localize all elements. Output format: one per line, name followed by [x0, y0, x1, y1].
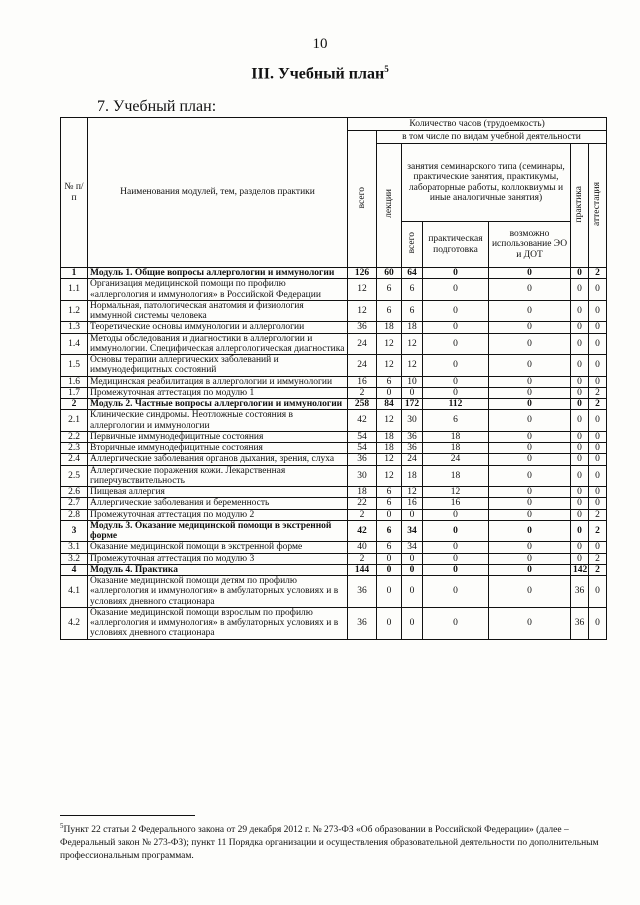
cell-total: 42 — [348, 410, 377, 432]
module-row — [61, 564, 607, 575]
cell-num: 2.4 — [61, 454, 88, 465]
cell-num: 1.1 — [61, 279, 88, 301]
cell-lec: 6 — [377, 279, 402, 301]
cell-eo: 0 — [489, 498, 571, 509]
cell-num: 1.3 — [61, 322, 88, 333]
cell-name: Методы обследования и диагностики в аллергологии и иммунологии. Специфическая аллергологическая диагностика — [88, 333, 348, 355]
table-row — [61, 454, 607, 465]
cell-name: Оказание медицинской помощи детям по профилю «аллергология и иммунология» в амбулаторных условиях и в условиях дневного стационара — [88, 576, 348, 608]
cell-prac: 0 — [571, 376, 589, 387]
table-row — [61, 431, 607, 442]
cell-eo: 0 — [489, 355, 571, 377]
cell-prac: 0 — [571, 542, 589, 553]
cell-lec: 12 — [377, 333, 402, 355]
cell-lec: 6 — [377, 487, 402, 498]
cell-total: 36 — [348, 607, 377, 639]
cell-prac: 0 — [571, 509, 589, 520]
cell-name: Аллергические заболевания и беременность — [88, 498, 348, 509]
cell-prac: 142 — [571, 564, 589, 575]
cell-total: 126 — [348, 268, 377, 279]
cell-num: 1.2 — [61, 300, 88, 322]
cell-eo: 0 — [489, 387, 571, 398]
cell-sem: 0 — [402, 387, 423, 398]
cell-eo: 0 — [489, 431, 571, 442]
cell-sem: 12 — [402, 355, 423, 377]
cell-total: 12 — [348, 279, 377, 301]
cell-eo: 0 — [489, 454, 571, 465]
cell-total: 12 — [348, 300, 377, 322]
cell-name: Пищевая аллергия — [88, 487, 348, 498]
cell-eo: 0 — [489, 268, 571, 279]
cell-num: 3.1 — [61, 542, 88, 553]
cell-num: 2.2 — [61, 431, 88, 442]
cell-att: 2 — [589, 268, 607, 279]
cell-num: 1.7 — [61, 387, 88, 398]
cell-pp: 0 — [423, 322, 489, 333]
cell-sem: 24 — [402, 454, 423, 465]
cell-prac: 0 — [571, 487, 589, 498]
cell-att: 0 — [589, 376, 607, 387]
cell-name: Клинические синдромы. Неотложные состояния в аллергологии и иммунологии — [88, 410, 348, 432]
cell-lec: 0 — [377, 509, 402, 520]
cell-prac: 0 — [571, 322, 589, 333]
cell-sem: 36 — [402, 443, 423, 454]
cell-sem: 0 — [402, 509, 423, 520]
cell-sem: 18 — [402, 322, 423, 333]
cell-eo: 0 — [489, 300, 571, 322]
cell-name: Промежуточная аттестация по модулю 2 — [88, 509, 348, 520]
cell-name: Модуль 3. Оказание медицинской помощи в экстренной форме — [88, 520, 348, 542]
cell-name: Теоретические основы иммунологии и аллергологии — [88, 322, 348, 333]
cell-sem: 172 — [402, 399, 423, 410]
cell-pp: 0 — [423, 520, 489, 542]
cell-eo: 0 — [489, 333, 571, 355]
subtitle: 7. Учебный план: — [97, 98, 217, 115]
module-row — [61, 520, 607, 542]
cell-lec: 0 — [377, 553, 402, 564]
section-title-text: III. Учебный план — [251, 65, 385, 83]
cell-att: 0 — [589, 410, 607, 432]
cell-num: 2.5 — [61, 465, 88, 487]
cell-name: Организация медицинской помощи по профилю «аллергология и иммунология» в Российской Федерации — [88, 279, 348, 301]
cell-prac: 0 — [571, 300, 589, 322]
cell-total: 30 — [348, 465, 377, 487]
cell-pp: 0 — [423, 576, 489, 608]
footnote-divider — [60, 815, 195, 816]
footnote-text: Пункт 22 статьи 2 Федерального закона от 29 декабря 2012 г. № 273-ФЗ «Об образовании в Российской Федерации» (далее – Федеральный закон № 273-ФЗ); пункт 11 Порядка организации и осуществления образовательной деятельности по дополнительным профессиональным программам. — [60, 825, 599, 861]
table-body — [61, 268, 607, 640]
section-footnote-mark: 5 — [384, 64, 389, 74]
cell-prac: 0 — [571, 410, 589, 432]
cell-total: 24 — [348, 333, 377, 355]
cell-att: 0 — [589, 542, 607, 553]
cell-sem: 0 — [402, 576, 423, 608]
cell-prac: 0 — [571, 399, 589, 410]
table-row — [61, 542, 607, 553]
cell-sem: 0 — [402, 564, 423, 575]
header-attestation: аттестация — [592, 181, 603, 226]
cell-name: Оказание медицинской помощи в экстренной форме — [88, 542, 348, 553]
cell-pp: 0 — [423, 542, 489, 553]
module-row — [61, 268, 607, 279]
cell-num: 2.3 — [61, 443, 88, 454]
cell-lec: 84 — [377, 399, 402, 410]
cell-prac: 36 — [571, 607, 589, 639]
cell-sem: 0 — [402, 553, 423, 564]
cell-eo: 0 — [489, 542, 571, 553]
cell-total: 144 — [348, 564, 377, 575]
cell-sem: 64 — [402, 268, 423, 279]
cell-lec: 6 — [377, 376, 402, 387]
table-row — [61, 553, 607, 564]
cell-lec: 0 — [377, 576, 402, 608]
cell-sem: 30 — [402, 410, 423, 432]
cell-eo: 0 — [489, 487, 571, 498]
header-attestation-cell — [589, 144, 607, 268]
cell-prac: 0 — [571, 268, 589, 279]
cell-lec: 6 — [377, 542, 402, 553]
footnote — [60, 822, 612, 863]
cell-eo: 0 — [489, 564, 571, 575]
cell-eo: 0 — [489, 553, 571, 564]
cell-total: 22 — [348, 498, 377, 509]
table-row — [61, 300, 607, 322]
cell-att: 0 — [589, 431, 607, 442]
cell-num: 3.2 — [61, 553, 88, 564]
table-row — [61, 387, 607, 398]
cell-lec: 6 — [377, 498, 402, 509]
cell-lec: 12 — [377, 410, 402, 432]
cell-lec: 18 — [377, 431, 402, 442]
cell-sem: 10 — [402, 376, 423, 387]
cell-total: 36 — [348, 454, 377, 465]
cell-pp: 0 — [423, 564, 489, 575]
table-row — [61, 509, 607, 520]
table-row — [61, 443, 607, 454]
cell-sem: 16 — [402, 498, 423, 509]
cell-name: Первичные иммунодефицитные состояния — [88, 431, 348, 442]
header-num: № п/п — [61, 118, 88, 268]
cell-total: 2 — [348, 509, 377, 520]
table-row — [61, 410, 607, 432]
cell-pp: 0 — [423, 607, 489, 639]
page-number: 10 — [312, 36, 328, 52]
cell-prac: 0 — [571, 520, 589, 542]
cell-att: 2 — [589, 520, 607, 542]
cell-pp: 0 — [423, 553, 489, 564]
table-row — [61, 376, 607, 387]
header-lectures: лекции — [383, 189, 394, 219]
cell-eo: 0 — [489, 410, 571, 432]
cell-pp: 112 — [423, 399, 489, 410]
cell-pp: 12 — [423, 487, 489, 498]
cell-att: 2 — [589, 553, 607, 564]
cell-total: 18 — [348, 487, 377, 498]
cell-att: 2 — [589, 387, 607, 398]
cell-sem: 6 — [402, 279, 423, 301]
cell-num: 2.6 — [61, 487, 88, 498]
cell-total: 54 — [348, 443, 377, 454]
cell-name: Аллергические поражения кожи. Лекарственная гиперчувствительность — [88, 465, 348, 487]
cell-lec: 12 — [377, 454, 402, 465]
table-row — [61, 465, 607, 487]
cell-total: 42 — [348, 520, 377, 542]
header-seminars: занятия семинарского типа (семинары, практические занятия, практикумы, лабораторные работы, коллоквиумы и иные аналогичные занятия) — [402, 144, 571, 222]
cell-eo: 0 — [489, 465, 571, 487]
cell-num: 4.2 — [61, 607, 88, 639]
cell-name: Нормальная, патологическая анатомия и физиология иммунной системы человека — [88, 300, 348, 322]
cell-att: 0 — [589, 487, 607, 498]
cell-att: 2 — [589, 564, 607, 575]
header-sem-total-cell — [402, 222, 423, 268]
cell-name: Модуль 2. Частные вопросы аллергологии и иммунологии — [88, 399, 348, 410]
cell-lec: 0 — [377, 607, 402, 639]
cell-num: 2.1 — [61, 410, 88, 432]
cell-total: 36 — [348, 322, 377, 333]
cell-att: 0 — [589, 355, 607, 377]
header-total: всего — [356, 186, 367, 209]
footnote-mark: 5 — [60, 822, 64, 830]
header-practical-training: практическая подготовка — [423, 222, 489, 268]
table-row — [61, 355, 607, 377]
header-lectures-cell — [377, 144, 402, 268]
cell-name: Модуль 1. Общие вопросы аллергологии и иммунологии — [88, 268, 348, 279]
cell-pp: 0 — [423, 376, 489, 387]
cell-prac: 0 — [571, 443, 589, 454]
cell-att: 0 — [589, 465, 607, 487]
cell-prac: 0 — [571, 279, 589, 301]
cell-att: 0 — [589, 300, 607, 322]
cell-total: 16 — [348, 376, 377, 387]
cell-eo: 0 — [489, 279, 571, 301]
cell-prac: 0 — [571, 355, 589, 377]
cell-lec: 18 — [377, 322, 402, 333]
cell-pp: 0 — [423, 300, 489, 322]
cell-pp: 24 — [423, 454, 489, 465]
cell-name: Промежуточная аттестация по модулю 3 — [88, 553, 348, 564]
cell-att: 0 — [589, 498, 607, 509]
cell-eo: 0 — [489, 520, 571, 542]
cell-pp: 0 — [423, 279, 489, 301]
cell-lec: 12 — [377, 355, 402, 377]
cell-total: 54 — [348, 431, 377, 442]
cell-pp: 0 — [423, 387, 489, 398]
cell-pp: 6 — [423, 410, 489, 432]
cell-pp: 18 — [423, 443, 489, 454]
cell-att: 0 — [589, 322, 607, 333]
cell-prac: 36 — [571, 576, 589, 608]
cell-eo: 0 — [489, 509, 571, 520]
cell-prac: 0 — [571, 387, 589, 398]
cell-att: 2 — [589, 509, 607, 520]
cell-pp: 0 — [423, 355, 489, 377]
cell-sem: 12 — [402, 487, 423, 498]
cell-sem: 34 — [402, 520, 423, 542]
cell-eo: 0 — [489, 576, 571, 608]
cell-prac: 0 — [571, 465, 589, 487]
cell-eo: 0 — [489, 607, 571, 639]
header-hours: Количество часов (трудоемкость) — [348, 118, 607, 131]
cell-eo: 0 — [489, 376, 571, 387]
cell-total: 36 — [348, 576, 377, 608]
cell-eo: 0 — [489, 399, 571, 410]
module-row — [61, 399, 607, 410]
cell-prac: 0 — [571, 454, 589, 465]
cell-name: Основы терапии аллергических заболеваний и иммунодефицитных состояний — [88, 355, 348, 377]
cell-pp: 0 — [423, 333, 489, 355]
cell-att: 0 — [589, 576, 607, 608]
cell-num: 3 — [61, 520, 88, 542]
cell-att: 0 — [589, 454, 607, 465]
cell-name: Аллергические заболевания органов дыхания, зрения, слуха — [88, 454, 348, 465]
cell-pp: 18 — [423, 465, 489, 487]
cell-pp: 0 — [423, 509, 489, 520]
header-by-type: в том числе по видам учебной деятельности — [377, 131, 607, 144]
cell-lec: 0 — [377, 564, 402, 575]
cell-lec: 6 — [377, 520, 402, 542]
cell-att: 0 — [589, 443, 607, 454]
cell-sem: 18 — [402, 465, 423, 487]
cell-att: 0 — [589, 279, 607, 301]
cell-num: 4.1 — [61, 576, 88, 608]
section-title — [0, 64, 640, 83]
cell-lec: 60 — [377, 268, 402, 279]
cell-name: Оказание медицинской помощи взрослым по профилю «аллергология и иммунология» в амбулаторных условиях и в условиях дневного стационара — [88, 607, 348, 639]
cell-num: 1.5 — [61, 355, 88, 377]
cell-lec: 6 — [377, 300, 402, 322]
cell-prac: 0 — [571, 553, 589, 564]
cell-num: 4 — [61, 564, 88, 575]
table-row — [61, 279, 607, 301]
table-row — [61, 322, 607, 333]
table-row — [61, 576, 607, 608]
cell-name: Модуль 4. Практика — [88, 564, 348, 575]
cell-pp: 18 — [423, 431, 489, 442]
cell-sem: 12 — [402, 333, 423, 355]
header-eo-dot: возможно использование ЭО и ДОТ — [489, 222, 571, 268]
cell-pp: 16 — [423, 498, 489, 509]
header-sem-total: всего — [406, 232, 417, 254]
table-row — [61, 333, 607, 355]
table-row — [61, 487, 607, 498]
cell-prac: 0 — [571, 333, 589, 355]
header-total-cell — [348, 131, 377, 268]
header-name: Наименования модулей, тем, разделов практики — [88, 118, 348, 268]
cell-total: 2 — [348, 387, 377, 398]
cell-lec: 0 — [377, 387, 402, 398]
curriculum-table — [60, 117, 607, 640]
cell-num: 2.7 — [61, 498, 88, 509]
cell-num: 2.8 — [61, 509, 88, 520]
cell-name: Промежуточная аттестация по модулю 1 — [88, 387, 348, 398]
cell-total: 24 — [348, 355, 377, 377]
cell-sem: 0 — [402, 607, 423, 639]
cell-num: 1.4 — [61, 333, 88, 355]
cell-total: 258 — [348, 399, 377, 410]
table-header — [61, 118, 607, 268]
cell-num: 1.6 — [61, 376, 88, 387]
cell-eo: 0 — [489, 322, 571, 333]
cell-name: Медицинская реабилитация в аллергологии и иммунологии — [88, 376, 348, 387]
cell-prac: 0 — [571, 431, 589, 442]
header-practice: практика — [574, 185, 585, 223]
cell-sem: 34 — [402, 542, 423, 553]
table-row — [61, 607, 607, 639]
cell-pp: 0 — [423, 268, 489, 279]
cell-att: 0 — [589, 333, 607, 355]
cell-total: 2 — [348, 553, 377, 564]
table-row — [61, 498, 607, 509]
cell-lec: 18 — [377, 443, 402, 454]
cell-name: Вторичные иммунодефицитные состояния — [88, 443, 348, 454]
cell-sem: 36 — [402, 431, 423, 442]
cell-num: 2 — [61, 399, 88, 410]
cell-lec: 12 — [377, 465, 402, 487]
cell-num: 1 — [61, 268, 88, 279]
cell-eo: 0 — [489, 443, 571, 454]
cell-sem: 6 — [402, 300, 423, 322]
cell-prac: 0 — [571, 498, 589, 509]
cell-att: 0 — [589, 607, 607, 639]
cell-total: 40 — [348, 542, 377, 553]
cell-att: 2 — [589, 399, 607, 410]
header-practice-cell — [571, 144, 589, 268]
